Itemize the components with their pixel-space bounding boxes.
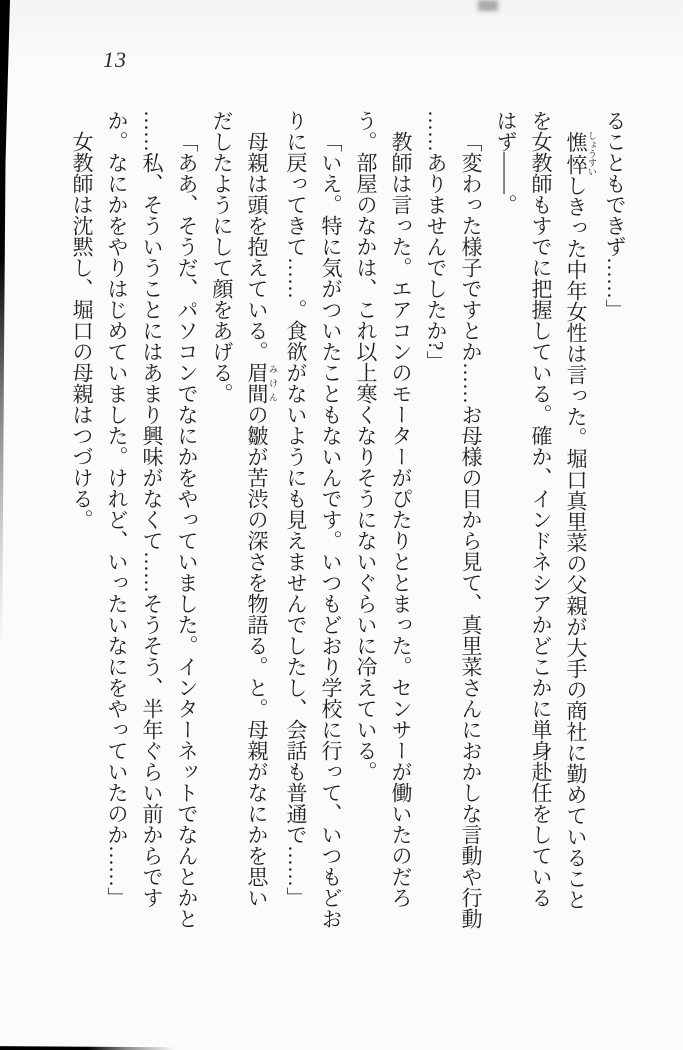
text-column: りに戻ってきて……。食欲がないようにも見えませんでしたし、会話も普通で……」 [284,110,308,908]
text-column: 憔悴 しょうすいしきった中年女性は言った。堀口真里菜の父親が大手の商社に勤めていること [564,131,597,911]
ruby-annotated-word: 憔悴 しょうすい [564,131,597,176]
text-column: はず――。 [494,110,518,215]
text-column: 「ああ、そうだ、パソコンでなにかをやっていました。インターネットでなんとかと [175,131,199,929]
text-column: 母親は頭を抱えている。眉間 みけんの皺が苦渋の深さを物語る。と。母親がなにかを思い [245,131,278,908]
text-column: う。部屋のなかは、これ以上寒くなりそうにないぐらいに冷えている。 [354,110,378,782]
scan-artifact-top-smudge [478,0,498,11]
text-column: だしたようにして顔をあげる。 [210,110,234,404]
vertical-text-block [64,110,632,955]
scan-artifact-bottom-edge [0,1044,175,1050]
text-column: 「いえ。特に気がついたこともないんです。いつもどおり学校に行って、いつもどお [319,131,343,929]
text-column: ……ありませんでしたか?」 [424,110,448,372]
text-column: 女教師は沈黙し、堀口の母親はつづける。 [70,131,94,530]
text-column: 「変わった様子ですとか……お母様の目から見て、真里菜さんにおかしな言動や行動 [459,131,483,929]
text-column: ることもできず……」 [603,110,627,320]
text-column: 教師は言った。エアコンのモーターがぴたりととまった。センサーが働いたのだろ [389,131,413,908]
scan-artifact-left-edge [0,0,10,650]
text-column: ……私、そういうことにはあまり興味がなくて……そうそう、半年ぐらい前からです [140,110,164,908]
text-column: を女教師もすでに把握している。確か、インドネシアかどこかに単身赴任をしている [529,110,553,908]
ruby-annotated-word: 眉間 みけん [245,362,278,404]
text-column: か。なにかをやりはじめていました。けれど、いったいなにをやっていたのか……」 [105,110,129,908]
page-number: 13 [103,47,127,72]
